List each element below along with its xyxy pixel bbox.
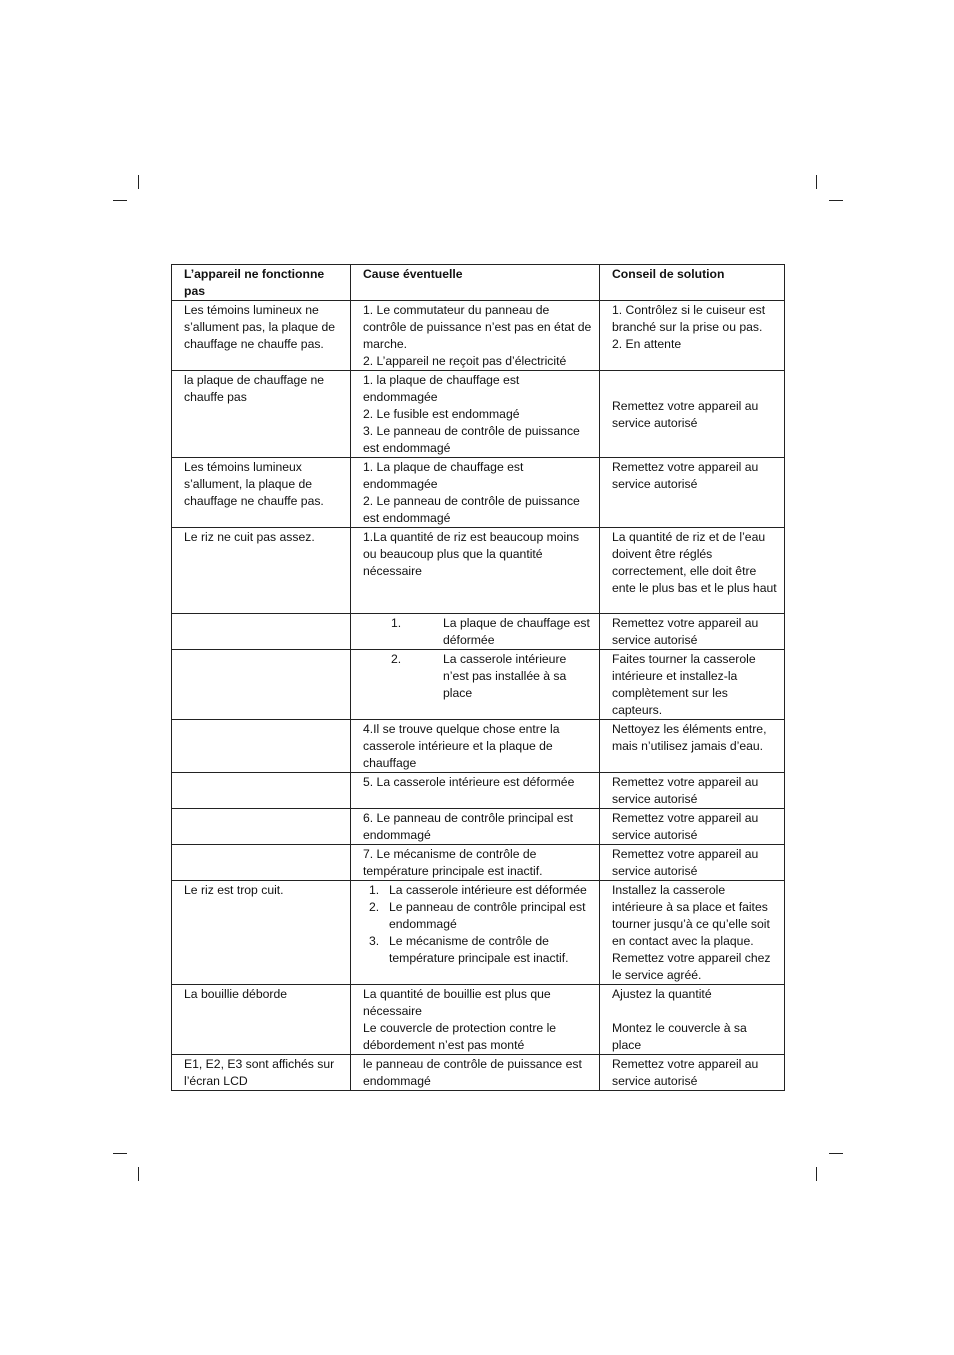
solution-line: 1. Contrôlez si le cuiseur est branché sur la prise ou pas.	[612, 303, 766, 334]
problem-cell	[172, 614, 351, 650]
cause-list-item	[369, 933, 593, 967]
problem-cell: Le riz ne cuit pas assez.	[172, 528, 351, 614]
solution-line: 2. En attente	[612, 337, 682, 351]
troubleshooting-table	[171, 264, 785, 1091]
solution-cell	[600, 720, 785, 773]
table-row	[172, 1055, 785, 1091]
solution-cell	[600, 301, 785, 371]
cause-line: le panneau de contrôle de puissance est endommagé	[363, 1057, 582, 1088]
solution-line: Remettez votre appareil au service autorisé	[612, 775, 759, 806]
solution-cell	[600, 881, 785, 985]
cause-line: 1.La quantité de riz est beaucoup moins ou beaucoup plus que la quantité nécessaire	[363, 530, 580, 578]
solution-line: Installez la casserole intérieure à sa place et faites tourner jusqu’à ce qu’elle soit en contact avec la plaque. Remettez votre appareil chez le service agréé.	[612, 883, 771, 982]
solution-line: Remettez votre appareil au service autorisé	[612, 847, 759, 878]
crop-mark	[816, 175, 817, 189]
cause-line: 3. Le panneau de contrôle de puissance est endommagé	[363, 424, 580, 455]
list-number: 1.	[391, 616, 402, 630]
problem-cell	[172, 650, 351, 720]
cause-cell	[351, 371, 600, 458]
problem-cell: Les témoins lumineux ne s’allument pas, la plaque de chauffage ne chauffe pas.	[172, 301, 351, 371]
cause-line: 6. Le panneau de contrôle principal est endommagé	[363, 811, 574, 842]
table-row	[172, 650, 785, 720]
cause-cell	[351, 1055, 600, 1091]
cause-line: La plaque de chauffage est déformée	[443, 616, 590, 647]
table-row	[172, 458, 785, 528]
problem-cell	[172, 845, 351, 881]
crop-mark	[138, 1167, 139, 1181]
crop-mark	[138, 175, 139, 189]
cause-cell	[351, 650, 600, 720]
table-row	[172, 985, 785, 1055]
problem-cell: la plaque de chauffage ne chauffe pas	[172, 371, 351, 458]
cause-cell	[351, 881, 600, 985]
crop-mark	[113, 1153, 127, 1154]
problem-cell	[172, 809, 351, 845]
problem-cell: E1, E2, E3 sont affichés sur l’écran LCD	[172, 1055, 351, 1091]
solution-cell	[600, 809, 785, 845]
list-number: 3.	[369, 934, 380, 948]
problem-cell	[172, 773, 351, 809]
cause-cell	[351, 720, 600, 773]
cause-line: 2. Le panneau de contrôle de puissance est endommagé	[363, 494, 580, 525]
crop-mark	[829, 1153, 843, 1154]
table-row	[172, 528, 785, 614]
cause-line: La quantité de bouillie est plus que nécessaire	[363, 987, 551, 1018]
solution-cell	[600, 528, 785, 614]
problem-cell	[172, 720, 351, 773]
solution-cell	[600, 985, 785, 1055]
cause-cell	[351, 528, 600, 614]
table-row	[172, 845, 785, 881]
cause-cell	[351, 809, 600, 845]
cause-line: 5. La casserole intérieure est déformée	[363, 775, 575, 789]
cause-line: 4.Il se trouve quelque chose entre la casserole intérieure et la plaque de chauffage	[363, 722, 560, 770]
table-row	[172, 809, 785, 845]
cause-cell	[351, 301, 600, 371]
cause-line: La casserole intérieure n’est pas installée à sa place	[443, 652, 567, 700]
header-solution: Conseil de solution	[600, 265, 785, 301]
solution-line: Ajustez la quantité	[612, 987, 712, 1001]
table-row	[172, 720, 785, 773]
cause-line: 1. la plaque de chauffage est endommagée	[363, 373, 520, 404]
table-row	[172, 614, 785, 650]
solution-line: Remettez votre appareil au service autorisé	[612, 398, 759, 430]
solution-line: Montez le couvercle à sa place	[612, 1021, 747, 1052]
cause-cell	[351, 458, 600, 528]
table-row	[172, 881, 785, 985]
header-cause: Cause éventuelle	[351, 265, 600, 301]
cause-cell	[351, 614, 600, 650]
solution-line: Nettoyez les éléments entre, mais n’utilisez jamais d’eau.	[612, 722, 767, 753]
solution-cell	[600, 845, 785, 881]
cause-list-item	[363, 615, 593, 649]
cause-list-item	[369, 882, 593, 899]
list-number: 2.	[391, 652, 402, 666]
cause-line: 1. La plaque de chauffage est endommagée	[363, 460, 524, 491]
solution-cell	[600, 650, 785, 720]
cause-line: Le couvercle de protection contre le débordement n’est pas monté	[363, 1021, 557, 1052]
cause-list-item	[369, 899, 593, 933]
solution-line: Faites tourner la casserole intérieure et installez-la complètement sur les capteurs.	[612, 652, 756, 717]
cause-cell	[351, 773, 600, 809]
solution-cell	[600, 1055, 785, 1091]
solution-cell	[600, 773, 785, 809]
solution-line: Remettez votre appareil au service autorisé	[612, 616, 759, 647]
cause-line: 2. L’appareil ne reçoit pas d’électricité	[363, 354, 567, 368]
cause-cell	[351, 985, 600, 1055]
problem-cell: Les témoins lumineux s’allument, la plaque de chauffage ne chauffe pas.	[172, 458, 351, 528]
cause-line: La casserole intérieure est déformée	[389, 883, 587, 897]
table-row	[172, 301, 785, 371]
table-row	[172, 773, 785, 809]
solution-cell	[600, 458, 785, 528]
solution-line: Remettez votre appareil au service autorisé	[612, 1057, 759, 1088]
solution-cell	[600, 371, 785, 458]
cause-line: Le panneau de contrôle principal est endommagé	[389, 900, 586, 931]
cause-line: 2. Le fusible est endommagé	[363, 407, 520, 421]
list-number: 2.	[369, 900, 380, 914]
solution-line: Remettez votre appareil au service autorisé	[612, 460, 759, 491]
crop-mark	[816, 1167, 817, 1181]
problem-cell: La bouillie déborde	[172, 985, 351, 1055]
cause-cell	[351, 845, 600, 881]
solution-line: Remettez votre appareil au service autorisé	[612, 811, 759, 842]
table-header-row	[172, 265, 785, 301]
crop-mark	[829, 200, 843, 201]
list-number: 1.	[369, 883, 380, 897]
solution-cell	[600, 614, 785, 650]
problem-cell: Le riz est trop cuit.	[172, 881, 351, 985]
cause-line: Le mécanisme de contrôle de température principale est inactif.	[389, 934, 569, 965]
crop-mark	[113, 200, 127, 201]
cause-line: 7. Le mécanisme de contrôle de température principale est inactif.	[363, 847, 543, 878]
solution-line: La quantité de riz et de l’eau doivent être réglés correctement, elle doit être ente le plus bas et le plus haut	[612, 530, 777, 595]
header-problem: L’appareil ne fonctionne pas	[172, 265, 351, 301]
table-row	[172, 371, 785, 458]
cause-line: 1. Le commutateur du panneau de contrôle de puissance n’est pas en état de marche.	[363, 303, 592, 351]
cause-list-item	[363, 651, 593, 702]
